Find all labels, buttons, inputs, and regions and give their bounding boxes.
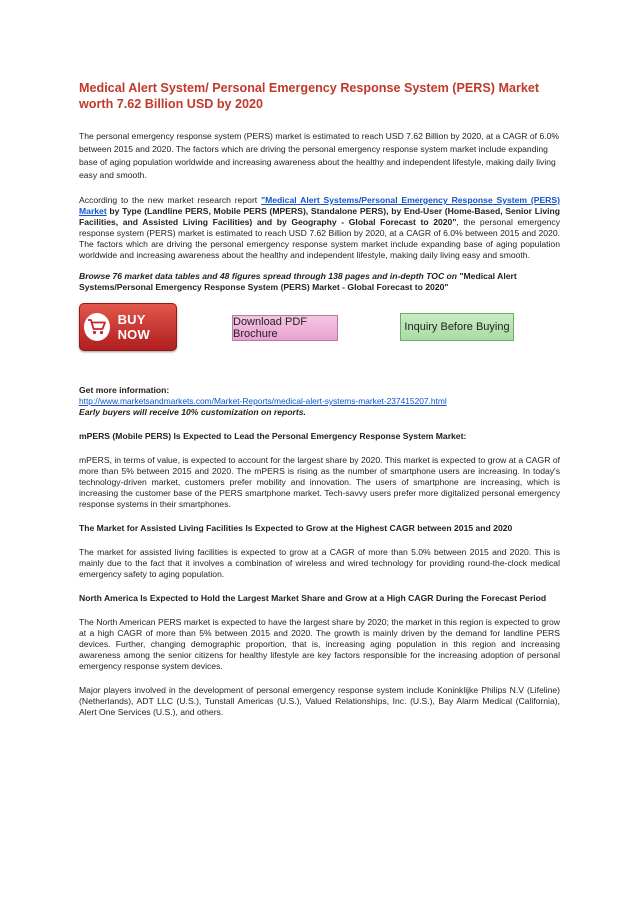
major-players-paragraph: Major players involved in the development of personal emergency response system include Koninklijke Philips N.V (Lifeline) (Netherlands), ADT LLC (U.S.), Tunstall Americas (U.S.), Valued Relationships, Inc. (U.S.), Bay Alarm Medical (California), Alert One Services (U.S.), and others. — [79, 685, 560, 717]
browse-report-title: "Medical Alert Systems/Personal Emergency Response System (PERS) Market - Global Forecast to 2020" — [79, 271, 517, 292]
section-body: mPERS, in terms of value, is expected to account for the largest share by 2020. This market is expected to grow at a CAGR of more than 5% between 2015 and 2020. The mPERS is rising as the number of smartphone users are increasing. In today's technology-driven market, customers prefer mobility and innovation. The users of smartphone are increasing, which is increasing the customer base of the PERS smartphone market. Tech-savvy users prefer more digitalized personal emergency response systems in their smartphones. — [79, 455, 560, 509]
browse-italic: Browse 76 market data tables and 48 figures spread through 138 pages and in-depth TOC on — [79, 271, 460, 281]
page-title: Medical Alert System/ Personal Emergency Response System (PERS) Market worth 7.62 Billion USD by 2020 — [79, 81, 540, 111]
cta-buttons — [79, 303, 560, 353]
intro-paragraph: The personal emergency response system (PERS) market is estimated to reach USD 7.62 Billion by 2020, at a CAGR of 6.0% between 2015 and 2020. The factors which are driving the personal emergency response system market include expanding base of aging population worldwide and increasing awareness about the healthy and independent lifestyle, making daily living easy and smooth. — [79, 131, 560, 180]
cart-icon — [84, 313, 110, 341]
section-heading: The Market for Assisted Living Facilities Is Expected to Grow at the Highest CAGR between 2015 and 2020 — [79, 523, 513, 533]
section-heading: mPERS (Mobile PERS) Is Expected to Lead the Personal Emergency Response System Market: — [79, 431, 467, 441]
report-url-link[interactable]: http://www.marketsandmarkets.com/Market-Reports/medical-alert-systems-market-237415207.html — [79, 396, 447, 406]
download-pdf-button[interactable]: Download PDF Brochure — [232, 315, 338, 341]
browse-paragraph — [79, 271, 560, 293]
report-link[interactable]: "Medical Alert Systems/Personal Emergency Response System (PERS) Market — [79, 195, 560, 216]
section-heading: North America Is Expected to Hold the Largest Market Share and Grow at a High CAGR During the Forecast Period — [79, 593, 547, 603]
report-paragraph — [79, 195, 560, 261]
more-info-url-line — [79, 396, 560, 407]
report-suffix: , the personal emergency response system (PERS) market is estimated to reach USD 7.62 Billion by 2020, at a CAGR of 6.0% between 2015 and 2020. The factors which are driving the personal emergency response system market include expanding base of aging population worldwide and increasing awareness about the healthy and independent lifestyle, making daily living easy and smooth. — [79, 217, 560, 260]
document-page — [79, 80, 560, 718]
section-body: The market for assisted living facilities is expected to grow at a CAGR of more than 5.0% between 2015 and 2020. This is mainly due to the fact that it involves a combination of wireless and wired technology for providing round-the-clock medical emergency safety to aging population. — [79, 547, 560, 579]
inquiry-button[interactable]: Inquiry Before Buying — [400, 313, 514, 341]
buy-now-label: BUY NOW — [117, 312, 150, 342]
early-buyers-note: Early buyers will receive 10% customization on reports. — [79, 407, 306, 417]
report-title-rest: by Type (Landline PERS, Mobile PERS (MPERS), Standalone PERS), by End-User (Home-Based, Senior Living Facilities, and Assisted Living Facilities) and by Geography - Global Forecast to 2020" — [79, 206, 560, 227]
report-prefix: According to the new market research report — [79, 195, 262, 205]
buy-now-button[interactable] — [79, 303, 177, 351]
more-info-heading: Get more information: — [79, 385, 170, 395]
section-body: The North American PERS market is expected to have the largest share by 2020; the market in this region is expected to grow at a high CAGR of more than 5% between 2015 and 2020. The growth is mainly driven by the demand for landline PERS devices. Further, changing demographic proportion, that is, increasing aging population in this region and increasing awareness among the senior citizens for healthy lifestyle are key factors responsible for the increasing adoption of personal emergency response system devices. — [79, 617, 560, 671]
